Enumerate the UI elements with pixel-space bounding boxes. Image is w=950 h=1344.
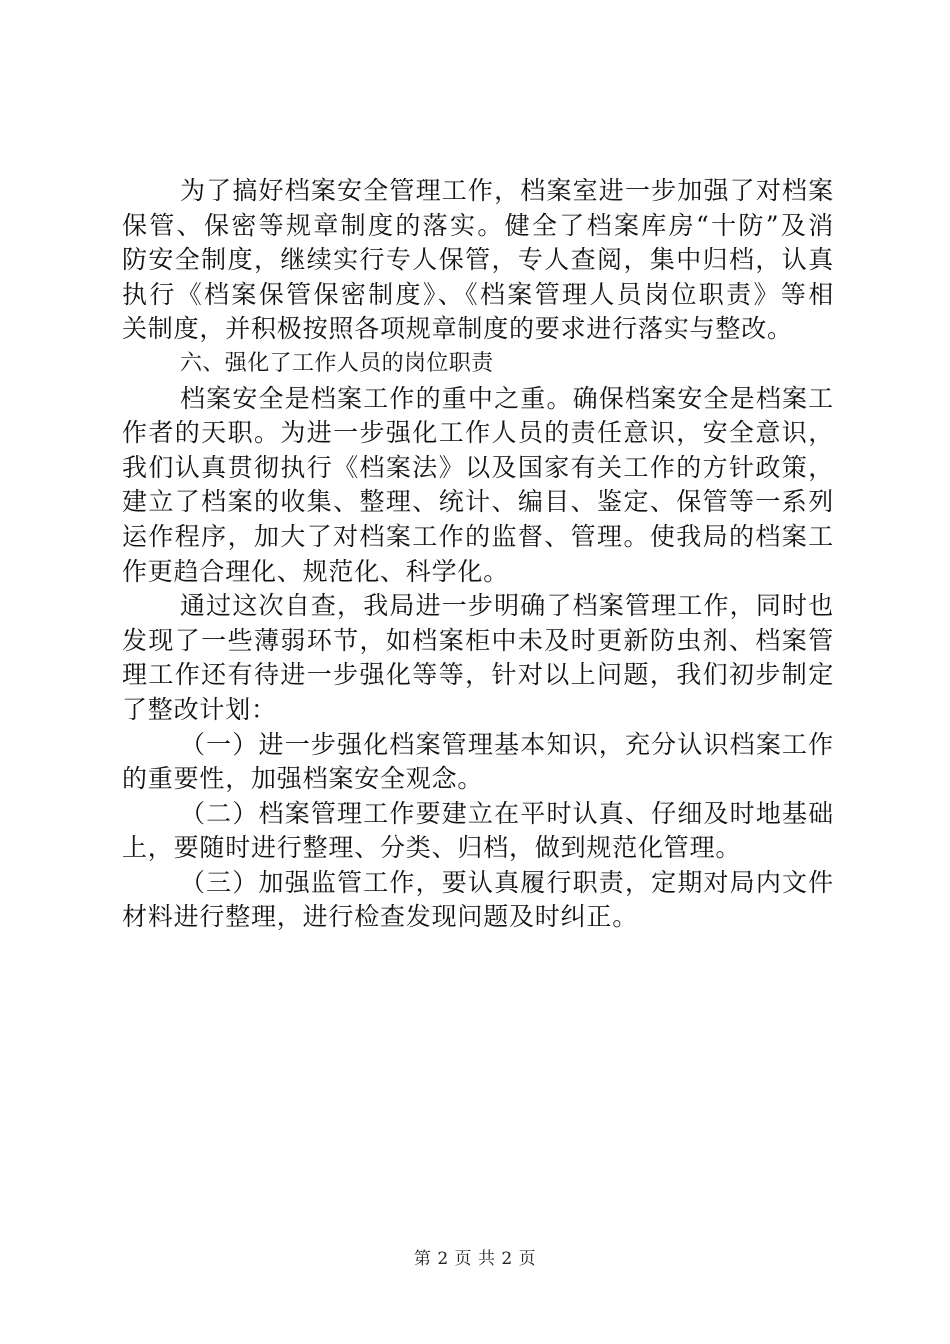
paragraph-archive-security-duty: [122, 382, 834, 590]
paragraph-line: 关制度，并积极按照各项规章制度的要求进行落实与整改。: [122, 314, 793, 344]
paragraph-line: 作者的天职。为进一步强化工作人员的责任意识，安全意识，: [122, 418, 834, 448]
paragraph-line: 运作程序，加大了对档案工作的监督、管理。使我局的档案工: [122, 521, 834, 551]
paragraph-line: 材料进行整理，进行检查发现问题及时纠正。: [122, 902, 639, 932]
rectification-item-3: [122, 866, 834, 935]
paragraph-line: 我们认真贯彻执行《档案法》以及国家有关工作的方针政策，: [122, 452, 834, 482]
paragraph-line: 档案安全是档案工作的重中之重。确保档案安全是档案工: [180, 383, 834, 413]
section-heading: [122, 347, 834, 382]
paragraph-line: 防安全制度，继续实行专人保管，专人查阅，集中归档，认真: [122, 245, 834, 275]
rectification-item-2: [122, 797, 834, 866]
paragraph-line: 保管、保密等规章制度的落实。健全了档案库房“十防”及消: [122, 210, 834, 240]
page-number-footer: 第 2 页 共 2 页: [413, 1249, 537, 1269]
paragraph-line: 建立了档案的收集、整理、统计、编目、鉴定、保管等一系列: [122, 487, 834, 517]
paragraph-line: 的重要性，加强档案安全观念。: [122, 764, 484, 794]
document-body: [122, 174, 834, 935]
paragraph-line: 理工作还有待进一步强化等等，针对以上问题，我们初步制定: [122, 660, 834, 690]
paragraph-line: 了整改计划：: [122, 694, 277, 724]
paragraph-line: 通过这次自查，我局进一步明确了档案管理工作，同时也: [180, 591, 834, 621]
rectification-item-1: [122, 728, 834, 797]
paragraph-line: 为了搞好档案安全管理工作，档案室进一步加强了对档案: [180, 176, 834, 205]
paragraph-line: 执行《档案保管保密制度》、《档案管理人员岗位职责》等相: [122, 279, 834, 309]
section-heading-text: 六、强化了工作人员的岗位职责: [180, 350, 494, 376]
paragraph-line: （二）档案管理工作要建立在平时认真、仔细及时地基础: [180, 798, 834, 828]
paragraph-line: （一）进一步强化档案管理基本知识，充分认识档案工作: [180, 729, 834, 759]
paragraph-line: 上，要随时进行整理、分类、归档，做到规范化管理。: [122, 833, 742, 863]
paragraph-line: 发现了一些薄弱环节，如档案柜中未及时更新防虫剂、档案管: [122, 625, 834, 655]
paragraph-archive-safety-management: [122, 174, 834, 347]
paragraph-line: （三）加强监管工作，要认真履行职责，定期对局内文件: [180, 867, 834, 897]
paragraph-line: 作更趋合理化、规范化、科学化。: [122, 556, 510, 586]
paragraph-self-inspection: [122, 589, 834, 727]
